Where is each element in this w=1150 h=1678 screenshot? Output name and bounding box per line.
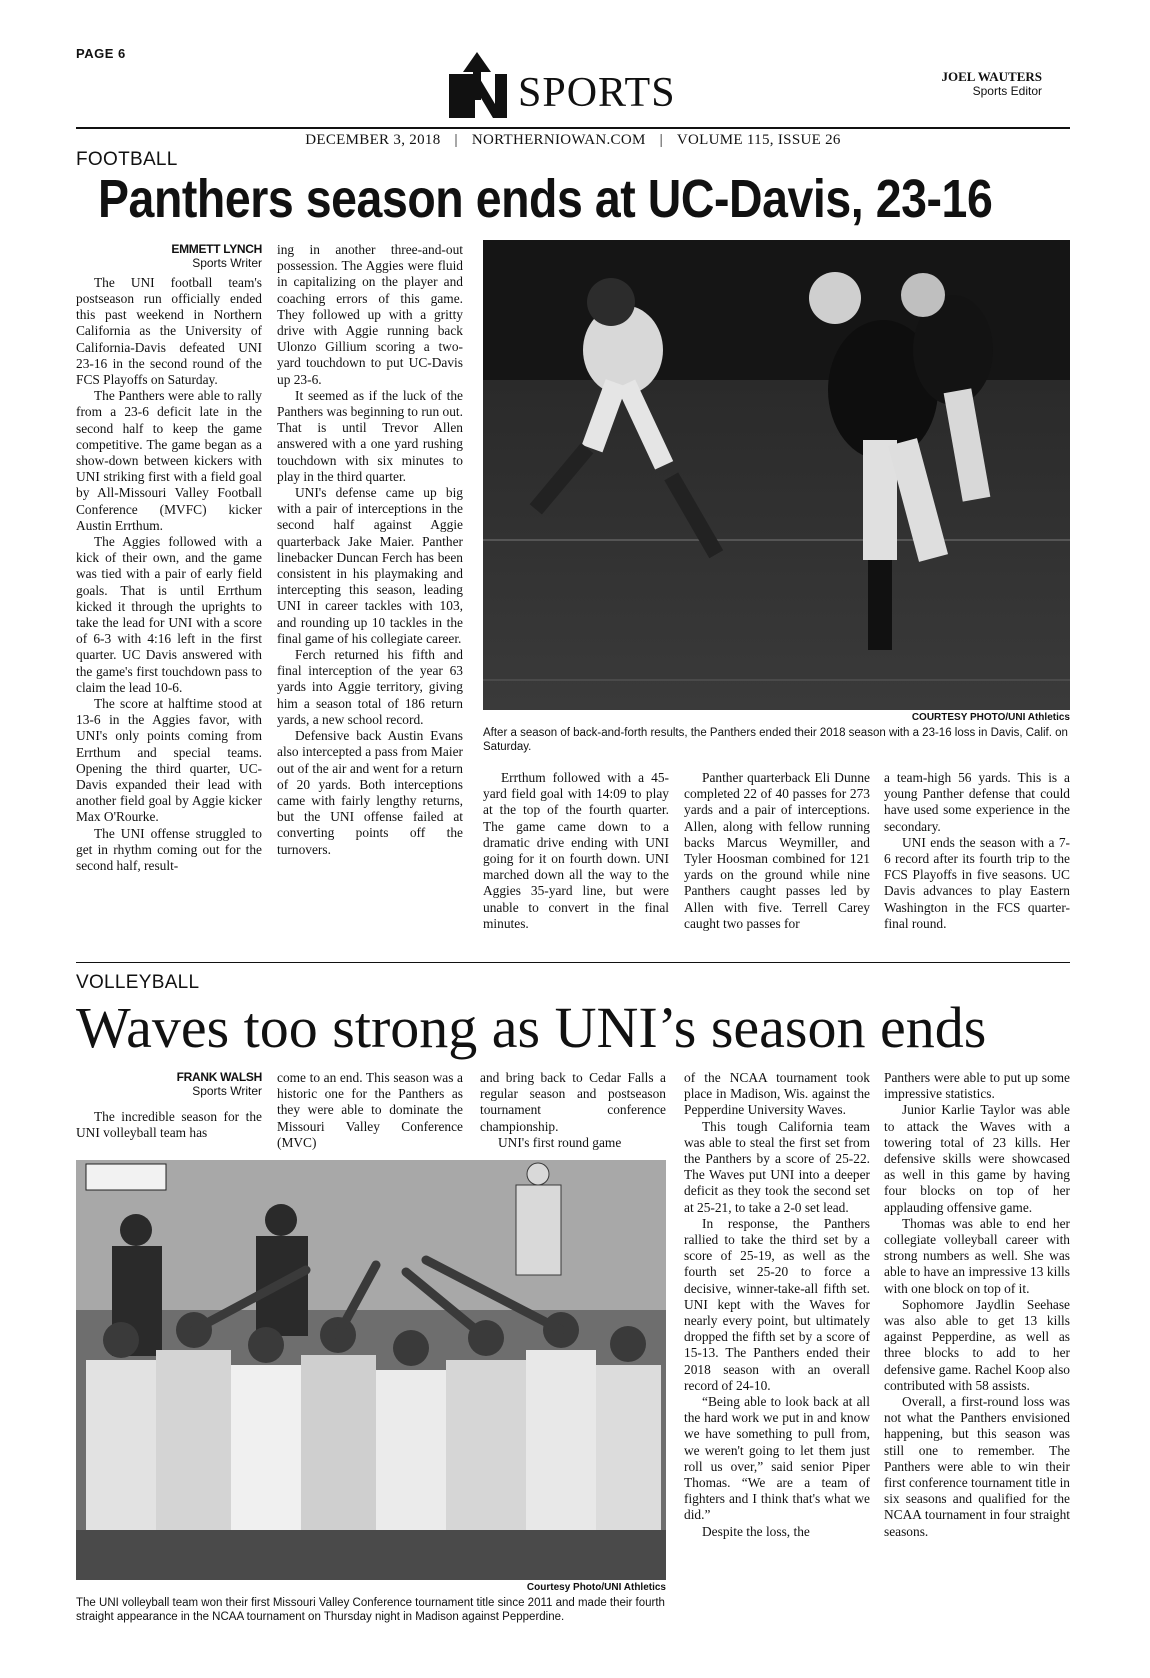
paragraph: ing in another three-and-out possession. The Aggies were fluid in capitalizing on the player and coaching errors of this game. They followed up with a gritty drive with Aggie running back Ulonzo Gillium scoring a two-yard touchdown to put UC-Davis up 23-6. (277, 242, 463, 387)
football-photo-illustration (483, 240, 1070, 710)
paragraph: Ferch returned his fifth and final interception of the year 63 yards into Aggie territory, giving him a season total of 186 return yards, a new school record. (277, 647, 463, 727)
paragraph: a team-high 56 yards. This is a young Panther defense that could have used some experience in the secondary. (884, 770, 1070, 834)
football-column-1 (76, 242, 262, 874)
page-number: PAGE 6 (76, 46, 126, 61)
football-byline (76, 242, 262, 271)
football-author: EMMETT LYNCH (171, 242, 262, 256)
editor-role: Sports Editor (972, 83, 1042, 98)
paragraph: Sophomore Jaydlin Seehase was also able to get 13 kills against Pepperdine, as well as three blocks to add to her defensive game. Rachel Koop also contributed with 58 assists. (884, 1296, 1070, 1393)
paragraph: UNI's first round game (498, 1134, 622, 1150)
section-title: SPORTS (518, 70, 676, 116)
paragraph: The Panthers were able to rally from a 23-6 deficit late in the second half to keep the game competitive. The game began as a show-down between kickers with UNI striking first with a field goal by All-Missouri Valley Football Conference (MVFC) kicker Austin Errthum. (76, 388, 262, 533)
paragraph: The UNI football team's postseason run officially ended this past weekend in Northern California as the University of California-Davis defeated UNI 23-16 in the second round of the FCS Playoffs on Saturday. (76, 274, 262, 387)
football-section-label: FOOTBALL (76, 149, 178, 170)
volume-issue: VOLUME 115, ISSUE 26 (676, 132, 841, 148)
dateline (76, 132, 1070, 149)
paragraph: “Being able to look back at all the hard work we put in and know we have something to pull from, we weren't going to let them just roll us over,” said senior Piper Thomas. “We are a team of fighters and I think that's what we did.” (684, 1394, 870, 1523)
paragraph: This tough California team was able to steal the first set from the Panthers by a score of 25-22. The Waves put UNI into a deeper deficit as they took the second set at 25-21, to take a 2-0 set lead. (684, 1118, 870, 1215)
paragraph: The incredible season for the UNI volleyball team has (76, 1108, 262, 1140)
volleyball-photo-illustration (76, 1160, 666, 1580)
volleyball-author-role: Sports Writer (192, 1084, 262, 1099)
issue-date: DECEMBER 3, 2018 (305, 132, 441, 148)
paragraph: Thomas was able to end her collegiate volleyball career with strong numbers as well. She was able to have an impressive 13 kills with one block on top of it. (884, 1215, 1070, 1296)
volleyball-byline (76, 1070, 262, 1099)
paragraph: UNI ends the season with a 7-6 record after its fourth trip to the FCS Playoffs in five seasons. UC Davis advances to play Eastern Washington in the FCS quarter-final round. (884, 834, 1070, 931)
volleyball-column-5 (884, 1070, 1070, 1540)
volleyball-section-label: VOLLEYBALL (76, 972, 200, 993)
paragraph: The score at halftime stood at 13-6 in the Aggies favor, with UNI's only points coming from Errthum and special teams. Opening the third quarter, UC-Davis expanded their lead with another field goal by Aggie kicker Max O'Rourke. (76, 696, 262, 825)
football-column-3 (483, 770, 669, 932)
paragraph: of the NCAA tournament took place in Madison, Wis. against the Pepperdine University Waves. (684, 1070, 870, 1118)
volleyball-column-2 (277, 1070, 463, 1151)
section-divider (76, 962, 1070, 963)
volleyball-column-3 (480, 1070, 666, 1151)
paragraph: Junior Karlie Taylor was able to attack the Waves with a towering total of 23 kills. Her defensive skills were showcased as well in this game by having four blocks on top of her applauding offensive game. (884, 1102, 1070, 1215)
paragraph: Defensive back Austin Evans also intercepted a pass from Maier out of the air and went for a return of 20 yards. Both interceptions came with fairly lengthy returns, but the UNI offense failed at converting points off the turnovers. (277, 728, 463, 857)
football-column-4 (684, 770, 870, 932)
website: NORTHERNIOWAN.COM (471, 132, 646, 148)
volleyball-column-4 (684, 1070, 870, 1540)
football-photo (483, 240, 1070, 710)
paragraph: and bring back to Cedar Falls a regular season and postseason tournament conference championship. (480, 1070, 666, 1134)
volleyball-headline: Waves too strong as UNI’s season ends (76, 995, 987, 1060)
paragraph: The Aggies followed with a kick of their own, and the game was tied with a pair of early field goals. That is until Errthum kicked it through the uprights to take the lead for UNI with a score of 6-3 with 4:16 left in the first quarter. UC Davis answered with the game's first touchdown pass to claim the lead 10-6. (76, 534, 262, 695)
northern-iowan-logo (447, 52, 509, 118)
editor-name: JOEL WAUTERS (941, 69, 1042, 84)
editor-credit (941, 70, 1042, 99)
masthead-rule (76, 127, 1070, 129)
volleyball-photo-caption: The UNI volleyball team won their first Missouri Valley Conference tournament title since 2011 and made their fourth straight appearance in the NCAA tournament on Thursday night in Madison against Pepperdine. (76, 1597, 665, 1623)
dateline-separator: | (454, 132, 458, 148)
volleyball-author: FRANK WALSH (176, 1070, 262, 1084)
volleyball-photo (76, 1160, 666, 1580)
paragraph: The UNI offense struggled to get in rhythm coming out for the second half, result- (76, 825, 262, 874)
paragraph: In response, the Panthers rallied to take the third set by a score of 25-19, as well as the fourth set 25-20 to force a decisive, winner-take-all fifth set. UNI kept with the Waves for nearly every point, but ultimately dropped the fifth set by a score of 15-13. The Panthers ended their 2018 season with an overall record of 24-10. (684, 1215, 870, 1393)
paragraph: Panthers were able to put up some impressive statistics. (884, 1070, 1070, 1102)
football-author-role: Sports Writer (192, 256, 262, 271)
football-photo-credit: COURTESY PHOTO/UNI Athletics (911, 712, 1070, 723)
volleyball-photo-credit: Courtesy Photo/UNI Athletics (526, 1582, 666, 1593)
paragraph: Errthum followed with a 45-yard field goal with 14:09 to play at the top of the fourth quarter. The game came down to a dramatic drive ending with UNI going for it on fourth down. UNI marched down all the way to the Aggies 35-yard line, but were unable to convert in the final minutes. (483, 770, 669, 931)
football-column-2 (277, 242, 463, 858)
paragraph: Overall, a first-round loss was not what the Panthers envisioned happening, but this season was still one to remember. The Panthers were able to win their first conference tournament title in six seasons and qualified for the NCAA tournament in four straight seasons. (884, 1394, 1070, 1539)
football-column-5 (884, 770, 1070, 932)
paragraph: come to an end. This season was a historic one for the Panthers as they were able to dominate the Missouri Valley Conference (MVC) (277, 1070, 463, 1150)
football-headline: Panthers season ends at UC-Davis, 23-16 (98, 169, 993, 229)
paragraph: Panther quarterback Eli Dunne completed 22 of 40 passes for 273 yards and a pair of interceptions. Allen, along with fellow running backs Marcus Weymiller, and Tyler Hoosman combined for 121 yards on the ground while nine Panthers caught passes led by Allen with five. Terrell Carey caught two passes for (684, 770, 870, 931)
football-photo-caption: After a season of back-and-forth results, the Panthers ended their 2018 season with a 23-16 loss in Davis, Calif. on Saturday. (483, 727, 1068, 753)
volleyball-column-1 (76, 1070, 262, 1141)
dateline-separator: | (659, 132, 663, 148)
paragraph: It seemed as if the luck of the Panthers was beginning to run out. That is until Trevor Allen answered with a one yard rushing touchdown with six minutes to play in the third quarter. (277, 387, 463, 484)
paragraph: UNI's defense came up big with a pair of interceptions in the second half against Aggie quarterback Jake Maier. Panther linebacker Duncan Ferch has been consistent in his playmaking and intercepting this season, leading UNI in career tackles with 103, and rounding up 10 tackles in the final game of his collegiate career. (277, 485, 463, 646)
paragraph: Despite the loss, the (702, 1523, 810, 1539)
